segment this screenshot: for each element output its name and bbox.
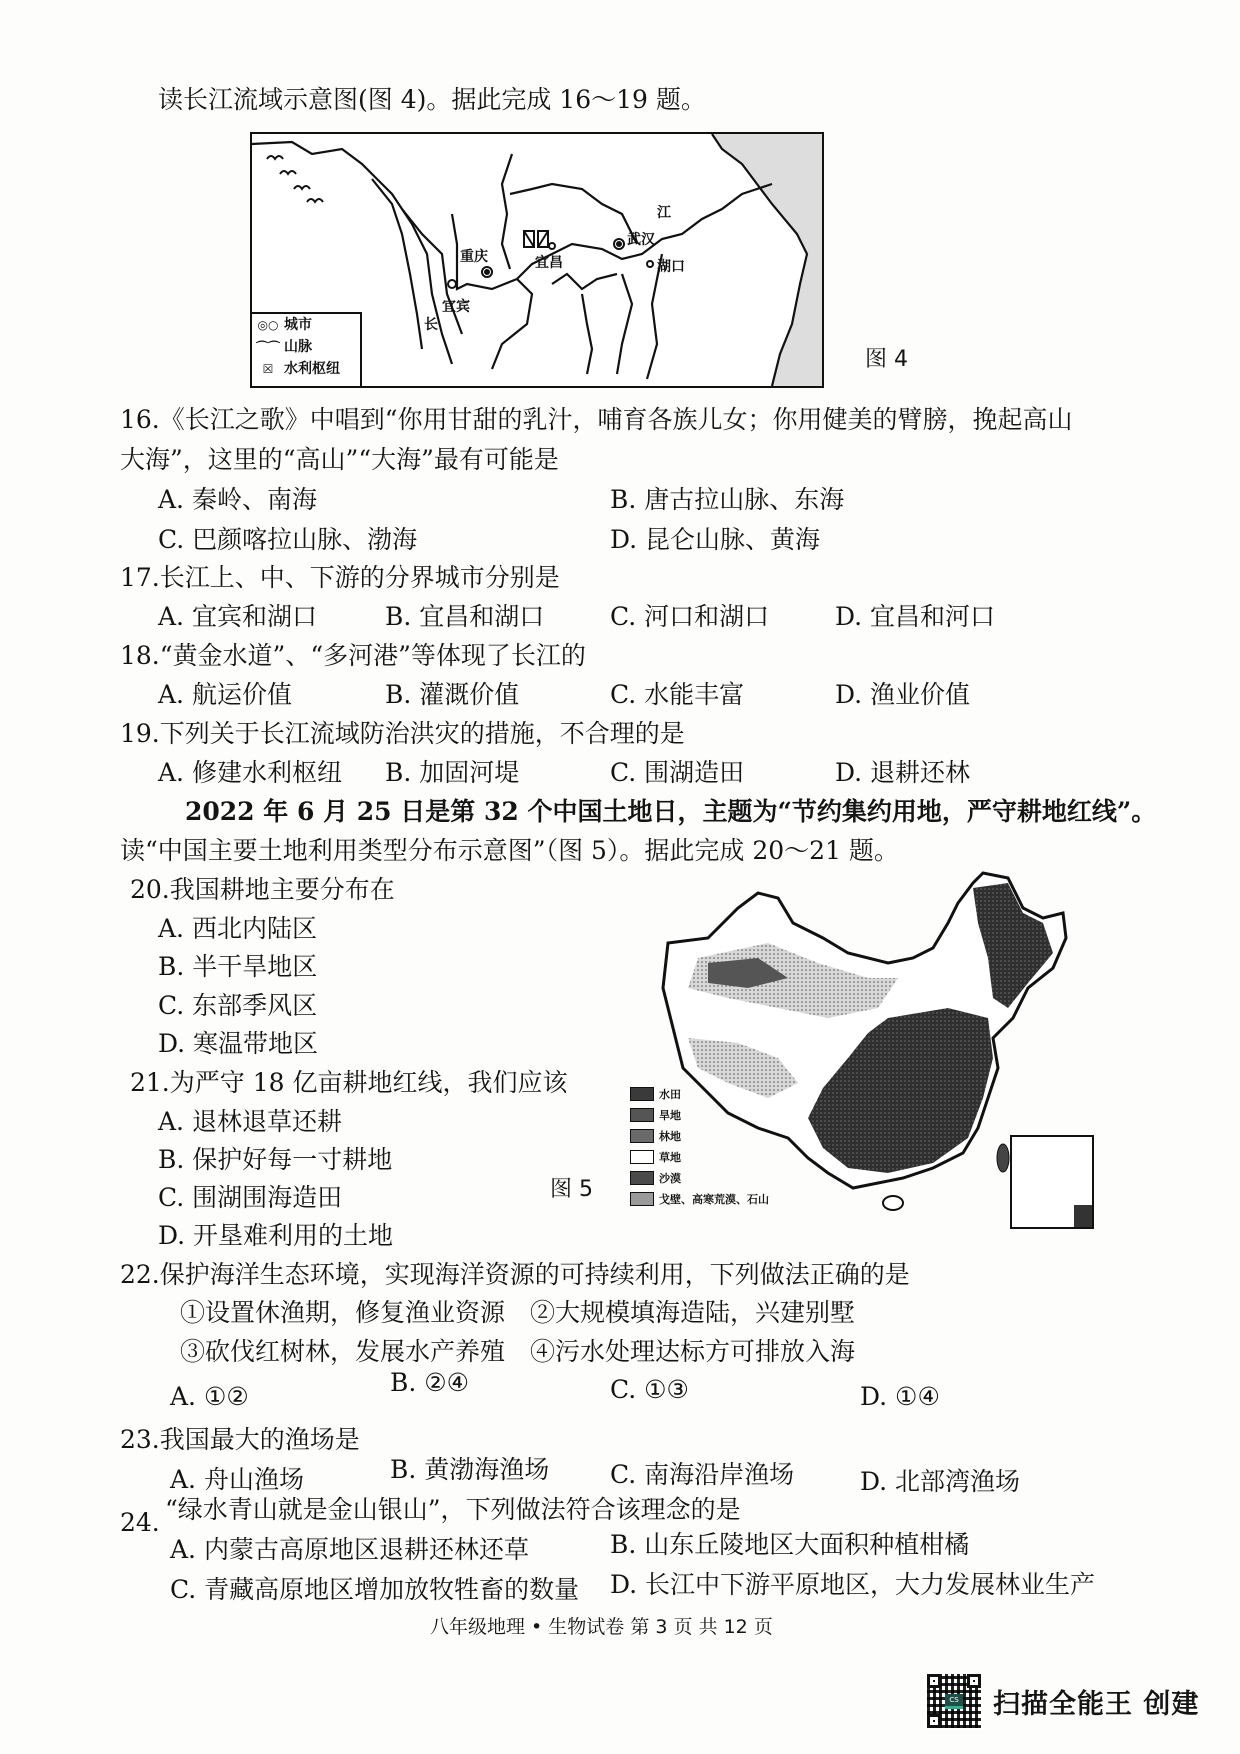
q22-statement-2: ②大规模填海造陆，兴建别墅 (530, 1298, 856, 1327)
q24-option-a[interactable]: A. 内蒙古高原地区退耕还林还草 (170, 1535, 529, 1564)
q24-stem: “绿水青山就是金山银山”，下列做法符合该理念的是 (165, 1495, 741, 1524)
dam-icon: ☒ (262, 362, 274, 376)
q21-option-b[interactable]: B. 保护好每一寸耕地 (158, 1145, 393, 1174)
q20-option-a[interactable]: A. 西北内陆区 (158, 914, 317, 943)
q19-option-c[interactable]: C. 围湖造田 (610, 758, 745, 787)
legend-grassland: 草地 (630, 1146, 769, 1167)
q20-stem: 20.我国耕地主要分布在 (130, 875, 395, 904)
q24-option-d[interactable]: D. 长江中下游平原地区，大力发展林业生产 (610, 1570, 1096, 1599)
paddy-swatch-icon (630, 1087, 654, 1101)
desert-swatch-icon (630, 1171, 654, 1185)
q22-statement-4: ④污水处理达标方可排放入海 (530, 1337, 856, 1366)
south-china-sea-inset (1010, 1135, 1094, 1229)
legend-paddy: 水田 (630, 1083, 769, 1104)
q18-option-c[interactable]: C. 水能丰富 (610, 680, 745, 709)
q22-option-d[interactable]: D. ①④ (860, 1382, 940, 1411)
legend-city: ◎○ 城市 (257, 317, 312, 333)
q17-option-d[interactable]: D. 宜昌和河口 (835, 602, 996, 631)
label-yibin: 宜宾 (442, 299, 470, 315)
label-yichang: 宜昌 (535, 255, 563, 271)
q22-option-a[interactable]: A. ①② (170, 1382, 249, 1411)
q19-option-d[interactable]: D. 退耕还林 (835, 758, 971, 787)
q20-option-b[interactable]: B. 半干旱地区 (158, 952, 318, 981)
dryland-swatch-icon (630, 1108, 654, 1122)
q18-stem: 18.“黄金水道”、“多河港”等体现了长江的 (120, 641, 586, 670)
q21-option-c[interactable]: C. 围湖围海造田 (158, 1183, 343, 1212)
label-hukou: 湖口 (657, 259, 685, 275)
fig4-caption: 图 4 (865, 347, 908, 372)
legend-gobi: 戈壁、高寒荒漠、石山 (630, 1188, 769, 1209)
forest-swatch-icon (630, 1129, 654, 1143)
q21-option-a[interactable]: A. 退林退草还耕 (158, 1107, 342, 1136)
qr-code-icon (925, 1672, 983, 1730)
camscanner-logo-icon: CS (945, 1694, 963, 1709)
q16-stem-line1: 16.《长江之歌》中唱到“你用甘甜的乳汁，哺育各族儿女；你用健美的臂膀，挽起高山 (120, 405, 1073, 434)
inset-label-icon (1074, 1205, 1092, 1227)
grassland-swatch-icon (630, 1150, 654, 1164)
label-chongqing: 重庆 (460, 249, 488, 265)
q24-number: 24. (120, 1508, 160, 1537)
q19-option-b[interactable]: B. 加固河堤 (385, 758, 520, 787)
fig5-caption: 图 5 (550, 1177, 593, 1202)
q20-option-d[interactable]: D. 寒温带地区 (158, 1029, 319, 1058)
q22-option-c[interactable]: C. ①③ (610, 1375, 689, 1404)
q24-option-c[interactable]: C. 青藏高原地区增加放牧牲畜的数量 (170, 1575, 580, 1604)
q19-option-a[interactable]: A. 修建水利枢纽 (158, 758, 342, 787)
q22-stem: 22.保护海洋生态环境，实现海洋资源的可持续利用，下列做法正确的是 (120, 1260, 910, 1289)
q17-option-b[interactable]: B. 宜昌和湖口 (385, 602, 545, 631)
q16-stem-line2: 大海”，这里的“高山”“大海”最有可能是 (120, 445, 559, 474)
section-intro-fig5-line2: 读“中国主要土地利用类型分布示意图”（图 5）。据此完成 20～21 题。 (120, 836, 899, 865)
q22-statement-1: ①设置休渔期，修复渔业资源 (180, 1298, 506, 1327)
page-footer: 八年级地理 • 生物试卷 第 3 页 共 12 页 (430, 1616, 773, 1638)
scanner-watermark (925, 1672, 1199, 1730)
q18-option-b[interactable]: B. 灌溉价值 (385, 680, 520, 709)
q23-option-c[interactable]: C. 南海沿岸渔场 (610, 1460, 795, 1489)
q16-option-c[interactable]: C. 巴颜喀拉山脉、渤海 (158, 525, 418, 554)
legend-dam: ☒ 水利枢纽 (252, 358, 360, 380)
legend-dryland: 旱地 (630, 1104, 769, 1125)
q21-stem: 21.为严守 18 亿亩耕地红线，我们应该 (130, 1068, 568, 1097)
q22-statement-3: ③砍伐红树林，发展水产养殖 (180, 1337, 506, 1366)
q23-option-b[interactable]: B. 黄渤海渔场 (390, 1455, 550, 1484)
q16-option-b[interactable]: B. 唐古拉山脉、东海 (610, 485, 845, 514)
legend-forest: 林地 (630, 1125, 769, 1146)
q22-option-b[interactable]: B. ②④ (390, 1368, 470, 1397)
label-jiang: 江 (657, 205, 671, 221)
q17-option-a[interactable]: A. 宜宾和湖口 (158, 602, 317, 631)
legend-desert: 沙漠 (630, 1167, 769, 1188)
q18-option-d[interactable]: D. 渔业价值 (835, 680, 971, 709)
q23-option-d[interactable]: D. 北部湾渔场 (860, 1467, 1021, 1496)
legend-mountain: ⌒⌒ 山脉 (256, 339, 312, 355)
q19-stem: 19.下列关于长江流域防治洪灾的措施，不合理的是 (120, 719, 685, 748)
label-wuhan: 武汉 (627, 232, 655, 248)
mountain-icon: ⌒⌒ (256, 340, 281, 354)
label-chang: 长 (424, 317, 438, 333)
city-icon: ◎○ (257, 318, 279, 332)
gobi-swatch-icon (630, 1192, 654, 1206)
fig4-legend (252, 312, 362, 386)
q16-option-d[interactable]: D. 昆仑山脉、黄海 (610, 525, 821, 554)
q23-option-a[interactable]: A. 舟山渔场 (170, 1465, 304, 1494)
yangtze-basin-map (250, 132, 824, 388)
q16-option-a[interactable]: A. 秦岭、南海 (158, 485, 317, 514)
q21-option-d[interactable]: D. 开垦难利用的土地 (158, 1221, 394, 1250)
fig5-legend (630, 1083, 769, 1209)
q23-stem: 23.我国最大的渔场是 (120, 1425, 360, 1454)
q18-option-a[interactable]: A. 航运价值 (158, 680, 292, 709)
watermark-text: 扫描全能王 创建 (993, 1688, 1200, 1720)
q17-stem: 17.长江上、中、下游的分界城市分别是 (120, 563, 560, 592)
q17-option-c[interactable]: C. 河口和湖口 (610, 602, 770, 631)
q20-option-c[interactable]: C. 东部季风区 (158, 991, 318, 1020)
section-intro-fig4: 读长江流域示意图(图 4)。据此完成 16～19 题。 (158, 85, 706, 114)
section-intro-fig5-line1: 2022 年 6 月 25 日是第 32 个中国土地日，主题为“节约集约用地，严守耕地红线”。 (185, 797, 1157, 826)
q24-option-b[interactable]: B. 山东丘陵地区大面积种植柑橘 (610, 1530, 970, 1559)
